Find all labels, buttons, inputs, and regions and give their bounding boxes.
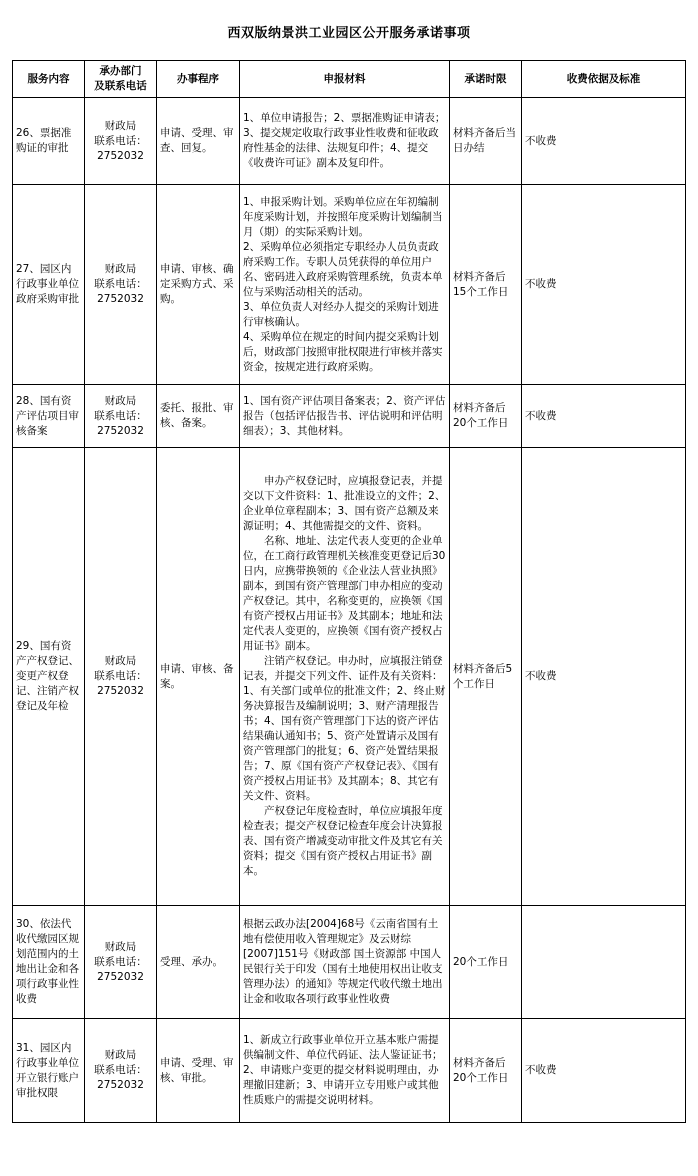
table-row [13,906,686,1019]
procedure-cell: 委托、报批、审核、备案。 [157,385,240,448]
time-cell: 材料齐备后20个工作日 [450,385,522,448]
materials-cell: 1、单位申请报告；2、票据准购证申请表；3、提交规定收取行政事业性收费和征收政府性基金的法律、法规复印件；4、提交《收费许可证》副本及复印件。 [240,98,450,185]
dept-cell: 财政局 联系电话： 2752032 [85,906,157,1019]
dept-cell: 财政局 联系电话： 2752032 [85,185,157,385]
service-cell: 27、园区内行政事业单位政府采购审批 [13,185,85,385]
materials-paragraph: 名称、地址、法定代表人变更的企业单位，在工商行政管理机关核准变更登记后30日内，应携带换领的《企业法人营业执照》副本，到国有资产管理部门申办相应的变动产权登记。其中，名称变更的，应换领《国有资产授权占用证书》及其副本；地址和法定代表人变更的，应换领《国有资产授权占用证书》副本。 [243,535,446,652]
service-cell: 29、国有资产产权登记、变更产权登记、注销产权登记及年检 [13,448,85,906]
service-cell: 26、票据准购证的审批 [13,98,85,185]
header-fee: 收费依据及标准 [522,61,686,98]
materials-paragraph: 产权登记年度检查时，单位应填报年度检查表；提交产权登记检查年度会计决算报表、国有资产增减变动审批文件及其它有关资料；提交《国有资产授权占用证书》副本。 [243,805,443,877]
dept-cell: 财政局 联系电话： 2752032 [85,1019,157,1123]
dept-cell: 财政局 联系电话： 2752032 [85,448,157,906]
header-service: 服务内容 [13,61,85,98]
materials-cell [240,448,450,906]
header-procedure: 办事程序 [157,61,240,98]
materials-cell: 1、新成立行政事业单位开立基本账户需提供编制文件、单位代码证、法人鉴证证书；2、申请账户变更的提交材料说明理由，办理撤旧建新；3、申请开立专用账户或其他性质账户的需提交说明材料。 [240,1019,450,1123]
time-cell: 20个工作日 [450,906,522,1019]
table-row [13,385,686,448]
dept-cell: 财政局 联系电话： 2752032 [85,98,157,185]
table-row [13,185,686,385]
service-cell: 30、依法代收代缴园区规划范围内的土地出让金和各项行政事业性收费 [13,906,85,1019]
fee-cell: 不收费 [522,1019,686,1123]
table-row [13,1019,686,1123]
dept-cell: 财政局 联系电话： 2752032 [85,385,157,448]
materials-paragraph: 申办产权登记时，应填报登记表，并提交以下文件资料：1、批准设立的文件；2、企业单位章程副本；3、国有资产总额及来源证明；4、其他需提交的文件、资料。 [243,475,446,532]
materials-cell: 根据云政办法[2004]68号《云南省国有土地有偿使用收入管理规定》及云财综[2007]151号《财政部 国土资源部 中国人民银行关于印发（国有土地使用权出让收支管理办法）的通知》等规定代收代缴土地出让金和收取各项行政事业性收费 [240,906,450,1019]
header-materials: 申报材料 [240,61,450,98]
materials-cell: 1、国有资产评估项目备案表；2、资产评估报告（包括评估报告书、评估说明和评估明细表）；3、其他材料。 [240,385,450,448]
materials-cell: 1、申报采购计划。采购单位应在年初编制年度采购计划，并按照年度采购计划编制当月（期）的实际采购计划。 2、采购单位必须指定专职经办人员负责政府采购工作。专职人员凭获得的单位用户名、密码进入政府采购管理系统，负责本单位与采购活动相关的活动。 3、单位负责人对经办人提交的采购计划进行审核确认。 4、采购单位在规定的时间内提交采购计划后，财政部门按照审批权限进行审核并落实资金，按规定进行政府采购。 [240,185,450,385]
service-cell: 31、园区内行政事业单位开立银行账户审批权限 [13,1019,85,1123]
procedure-cell: 受理、承办。 [157,906,240,1019]
time-cell: 材料齐备后5个工作日 [450,448,522,906]
table-row [13,448,686,906]
header-dept: 承办部门 及联系电话 [85,61,157,98]
service-cell: 28、国有资产评估项目审核备案 [13,385,85,448]
fee-cell [522,906,686,1019]
fee-cell: 不收费 [522,185,686,385]
procedure-cell: 申请、审核、备案。 [157,448,240,906]
header-time: 承诺时限 [450,61,522,98]
time-cell: 材料齐备后15个工作日 [450,185,522,385]
table-header-row [13,61,686,98]
fee-cell: 不收费 [522,448,686,906]
time-cell: 材料齐备后20个工作日 [450,1019,522,1123]
fee-cell: 不收费 [522,98,686,185]
table-row [13,98,686,185]
materials-paragraph: 注销产权登记。申办时，应填报注销登记表，并提交下列文件、证件及有关资料：1、有关部门或单位的批准文件；2、终止财务决算报告及编制说明；3、财产清理报告书；4、国有资产管理部门下达的资产评估结果确认通知书；5、资产处置请示及国有资产管理部门的批复；6、资产处置结果报告；7、原《国有资产产权登记表》、《国有资产授权占用证书》及其副本；8、其它有关文件、资料。 [243,655,446,802]
procedure-cell: 申请、审核、确定采购方式、采购。 [157,185,240,385]
service-table [12,60,686,1123]
fee-cell: 不收费 [522,385,686,448]
procedure-cell: 申请、受理、审查、回复。 [157,98,240,185]
page-title: 西双版纳景洪工业园区公开服务承诺事项 [227,26,471,41]
time-cell: 材料齐备后当日办结 [450,98,522,185]
procedure-cell: 申请、受理、审核、审批。 [157,1019,240,1123]
